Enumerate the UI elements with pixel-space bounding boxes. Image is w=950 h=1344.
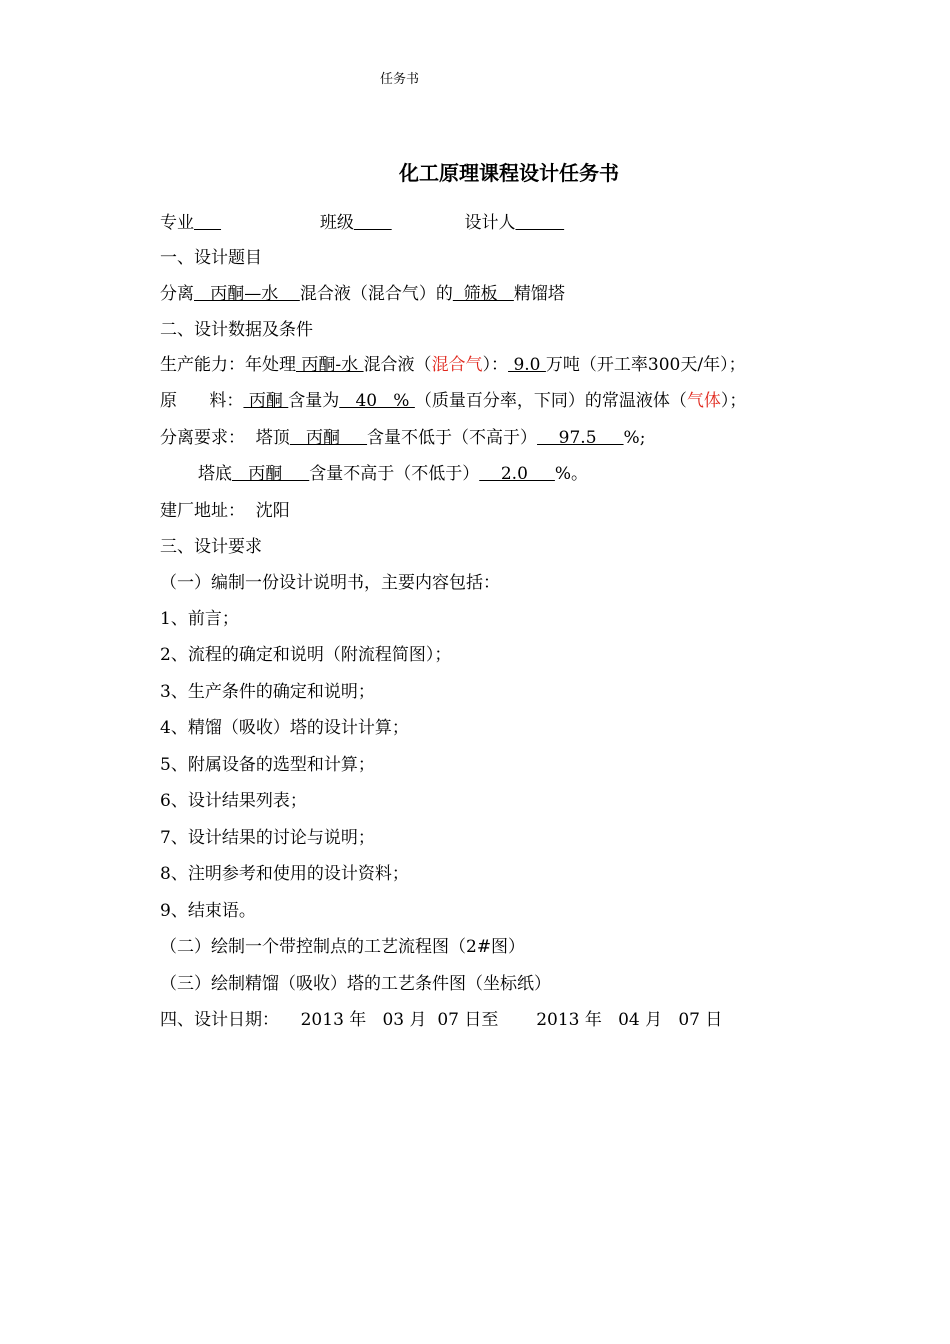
list-item: 1、前言； [160,609,239,629]
list-item: 7、设计结果的讨论与说明； [160,828,375,848]
site-line: 建厂地址： 沈阳 [160,501,290,521]
feed-text: 含量为 [288,391,340,411]
capacity-text: 混合液（ [363,355,432,375]
class-label: 班级 [319,213,354,233]
capacity-label: 生产能力：年处理 [160,355,296,375]
bottom-requirement-line [198,459,588,484]
feed-content: 40 % [339,391,415,411]
major-label: 专业 [160,213,194,233]
list-item: 5、附属设备的选型和计算； [160,755,375,775]
top-value: 97.5 [537,428,624,448]
requirement-sub1: （一）编制一份设计说明书，主要内容包括： [160,573,500,593]
section3-heading: 三、设计要求 [160,537,262,557]
list-item: 6、设计结果列表； [160,791,307,811]
topic-suffix: 精馏塔 [513,284,565,304]
list-item: 4、精馏（吸收）塔的设计计算； [160,718,409,738]
capacity-gas: 混合气 [431,355,483,375]
list-item: 2、流程的确定和说明（附流程简图）； [160,645,452,665]
bottom-unit: %。 [554,464,589,484]
topic-mixture: 丙酮—水 [194,284,300,304]
capacity-line [160,350,746,375]
capacity-colon: ）： [482,355,509,375]
major-field [194,213,221,233]
document-title: 化工原理课程设计任务书 [399,161,619,185]
top-requirement-line [160,423,645,448]
bottom-label: 塔底 [198,464,232,484]
bottom-value: 2.0 [479,464,555,484]
capacity-amount: 9.0 [508,355,546,375]
info-line [160,208,564,233]
design-date-line: 四、设计日期： 2013 年 03 月 07 日至 2013 年 04 月 07 日 [160,1010,723,1030]
top-component: 丙酮 [289,428,368,448]
feed-gas: 气体 [686,391,721,411]
designer-label: 设计人 [464,213,516,233]
section1-heading: 一、设计题目 [160,248,262,268]
feed-desc: （质量百分率，下同）的常温液体（ [414,391,687,411]
bottom-component: 丙酮 [232,464,310,484]
feed-component: 丙酮 [243,391,289,411]
page-header: 任务书 [380,72,420,87]
feed-label: 原 料： [160,391,244,411]
top-label: 分离要求： 塔顶 [160,428,290,448]
requirement-sub2: （二）绘制一个带控制点的工艺流程图（2#图） [160,937,526,957]
class-field [354,213,392,233]
top-text: 含量不低于（不高于） [367,428,538,448]
top-unit: %; [623,428,646,448]
list-item: 3、生产条件的确定和说明； [160,682,375,702]
section2-heading: 二、设计数据及条件 [160,320,313,340]
list-item: 9、结束语。 [160,901,256,921]
capacity-mixture: 丙酮-水 [296,355,364,375]
topic-tower-type: 筛板 [452,284,514,304]
topic-prefix: 分离 [160,284,194,304]
designer-field [515,213,564,233]
list-item: 8、注明参考和使用的设计资料； [160,864,409,884]
capacity-unit: 万吨（开工率300天/年）； [545,355,746,375]
bottom-text: 含量不高于（不低于） [309,464,480,484]
topic-middle: 混合液（混合气）的 [299,284,453,304]
design-topic-line [160,279,565,304]
feed-end: ）； [720,391,747,411]
requirement-sub3: （三）绘制精馏（吸收）塔的工艺条件图（坐标纸） [160,974,551,994]
feed-line [160,386,746,411]
